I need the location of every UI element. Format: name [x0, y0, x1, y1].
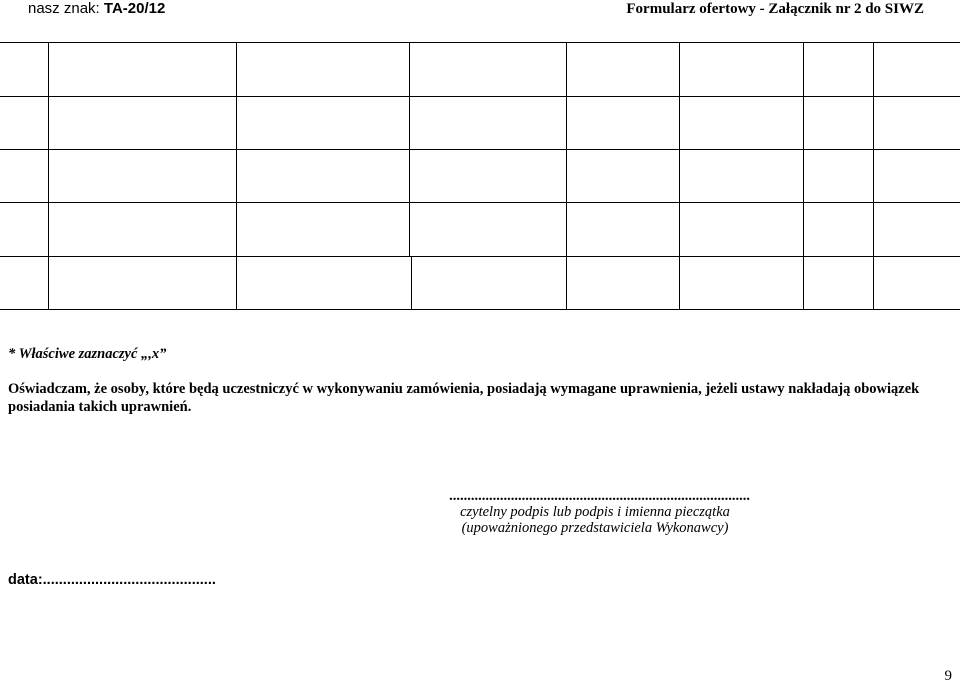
reference-value: TA-20/12 — [103, 0, 166, 17]
form-title: Formularz ofertowy - Załącznik nr 2 do SIWZ — [626, 1, 924, 17]
declaration-text: Oświadczam, że osoby, które będą uczestniczyć w wykonywaniu zamówienia, posiadają wymagane uprawnienia, jeżeli ustawy nakładają obowiązek posiadania takich uprawnień. — [8, 381, 920, 415]
empty-table — [0, 42, 960, 310]
table-row-divider — [0, 256, 960, 257]
signature-caption-2: (upoważnionego przedstawiciela Wykonawcy) — [461, 520, 729, 536]
table-column-divider — [48, 43, 49, 310]
signature-block — [440, 488, 750, 536]
table-column-divider — [236, 43, 237, 310]
table-row-divider — [0, 202, 960, 203]
table-column-divider — [873, 43, 874, 310]
reference-label: nasz znak: — [28, 0, 100, 17]
signature-caption-1: czytelny podpis lub podpis i imienna pieczątka — [460, 504, 730, 520]
date-field: data:........................................... — [8, 572, 216, 588]
table-column-divider — [411, 256, 412, 310]
signature-line: ................................................................................... — [449, 488, 750, 504]
table-column-divider — [409, 43, 410, 256]
table-column-divider — [803, 43, 804, 310]
footnote: * Właściwe zaznaczyć „,x” — [8, 346, 167, 362]
reference-number — [28, 0, 165, 18]
page-number: 9 — [944, 668, 952, 684]
table-column-divider — [679, 43, 680, 310]
table-column-divider — [566, 43, 567, 310]
table-row-divider — [0, 149, 960, 150]
table-row-divider — [0, 96, 960, 97]
